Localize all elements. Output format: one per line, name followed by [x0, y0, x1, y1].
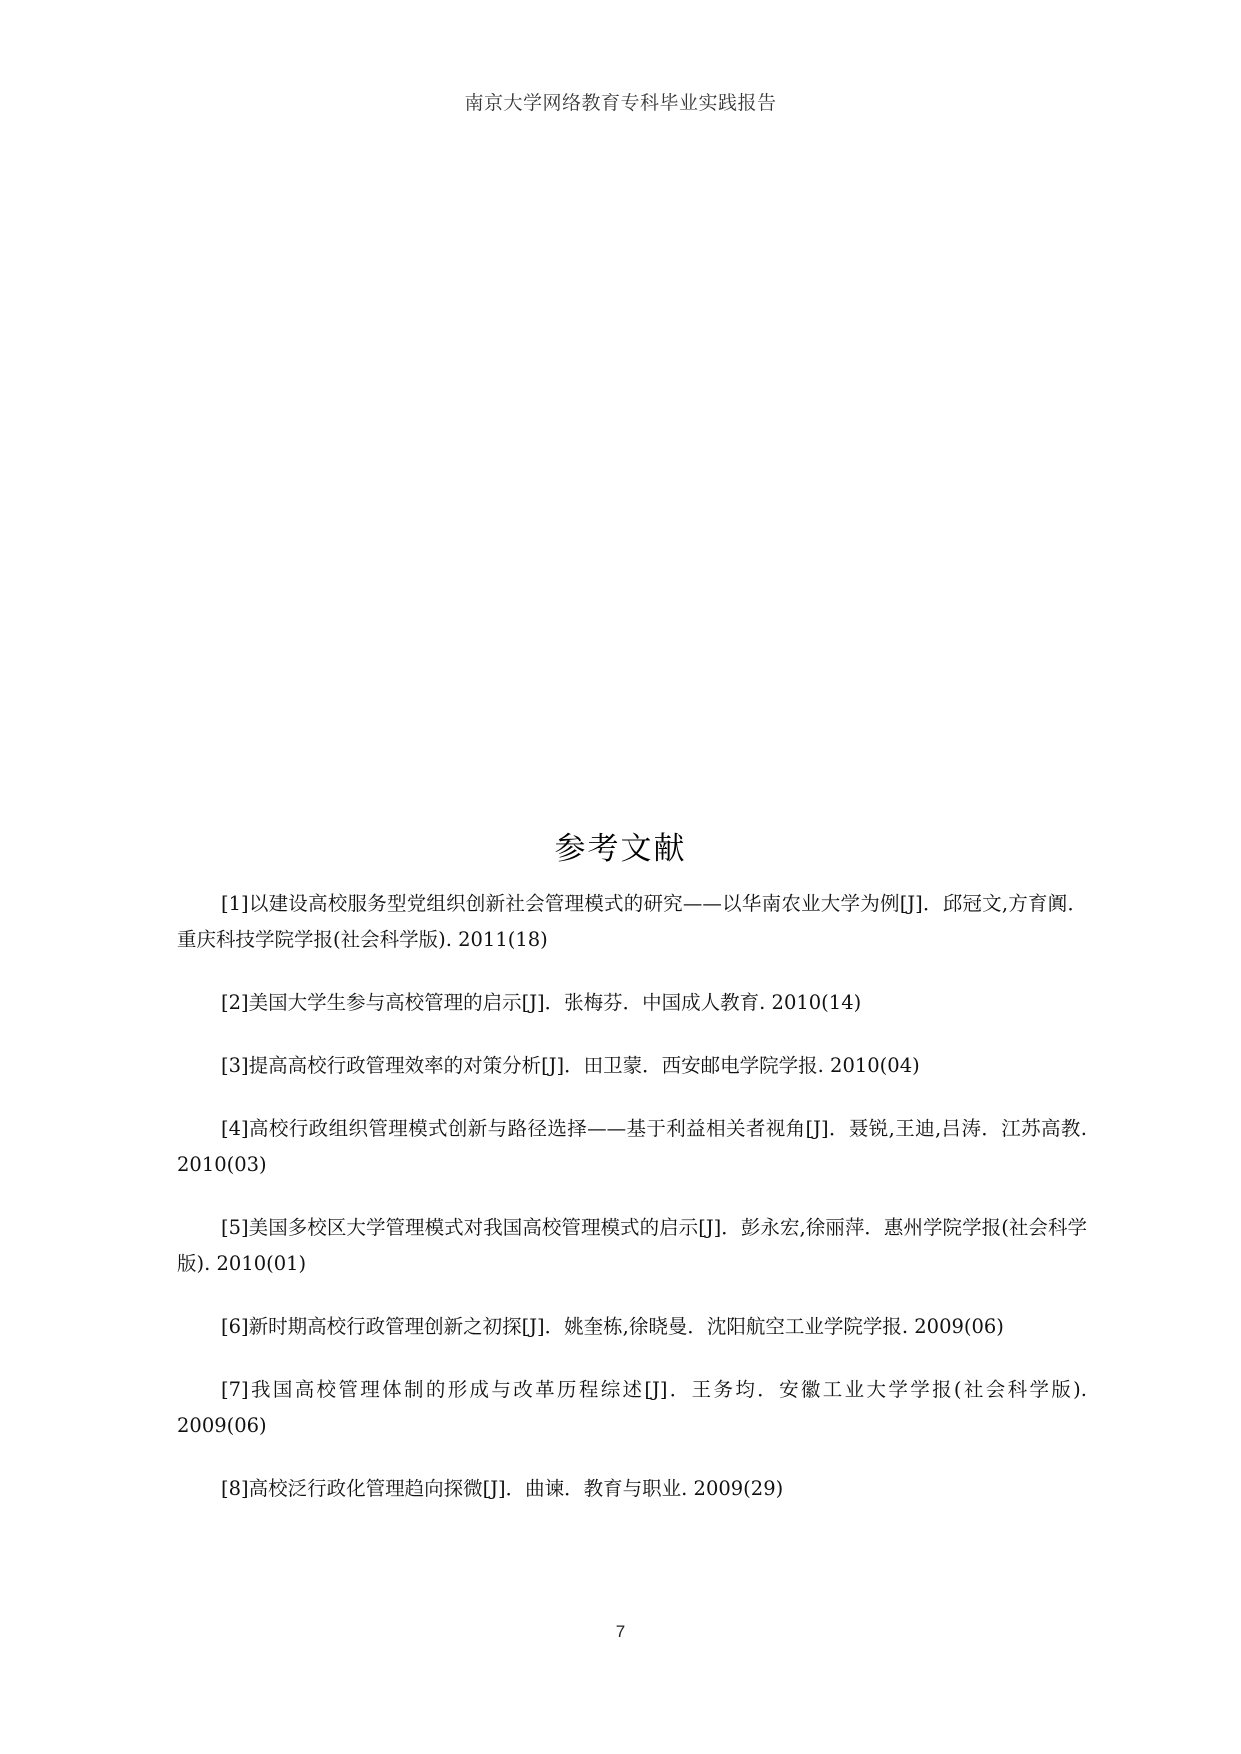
reference-item-5: [5]美国多校区大学管理模式对我国高校管理模式的启示[J]．彭永宏,徐丽萍．惠州学院学报(社会科学版). 2010(01): [177, 1216, 1087, 1275]
references-heading: 参考文献: [554, 831, 687, 867]
reference-item-8: [8]高校泛行政化管理趋向探微[J]．曲谏．教育与职业. 2009(29): [221, 1477, 784, 1500]
reference-item-2: [2]美国大学生参与高校管理的启示[J]．张梅芬．中国成人教育. 2010(14): [221, 991, 862, 1014]
running-header: 南京大学网络教育专科毕业实践报告: [464, 92, 777, 114]
reference-item-7: [7]我国高校管理体制的形成与改革历程综述[J]．王务均．安徽工业大学学报(社会科学版). 2009(06): [177, 1378, 1087, 1437]
reference-item-6: [6]新时期高校行政管理创新之初探[J]．姚奎栋,徐晓曼．沈阳航空工业学院学报. 2009(06): [221, 1315, 1004, 1338]
page-number: 7: [615, 1622, 626, 1641]
reference-item-3: [3]提高高校行政管理效率的对策分析[J]．田卫蒙．西安邮电学院学报. 2010(04): [221, 1054, 920, 1077]
reference-item-1: [1]以建设高校服务型党组织创新社会管理模式的研究——以华南农业大学为例[J]．邱冠文,方育阗．重庆科技学院学报(社会科学版). 2011(18): [177, 892, 1087, 951]
reference-item-4: [4]高校行政组织管理模式创新与路径选择——基于利益相关者视角[J]．聂锐,王迪,吕涛．江苏高教. 2010(03): [177, 1117, 1087, 1176]
reference-list: [177, 886, 1087, 1534]
